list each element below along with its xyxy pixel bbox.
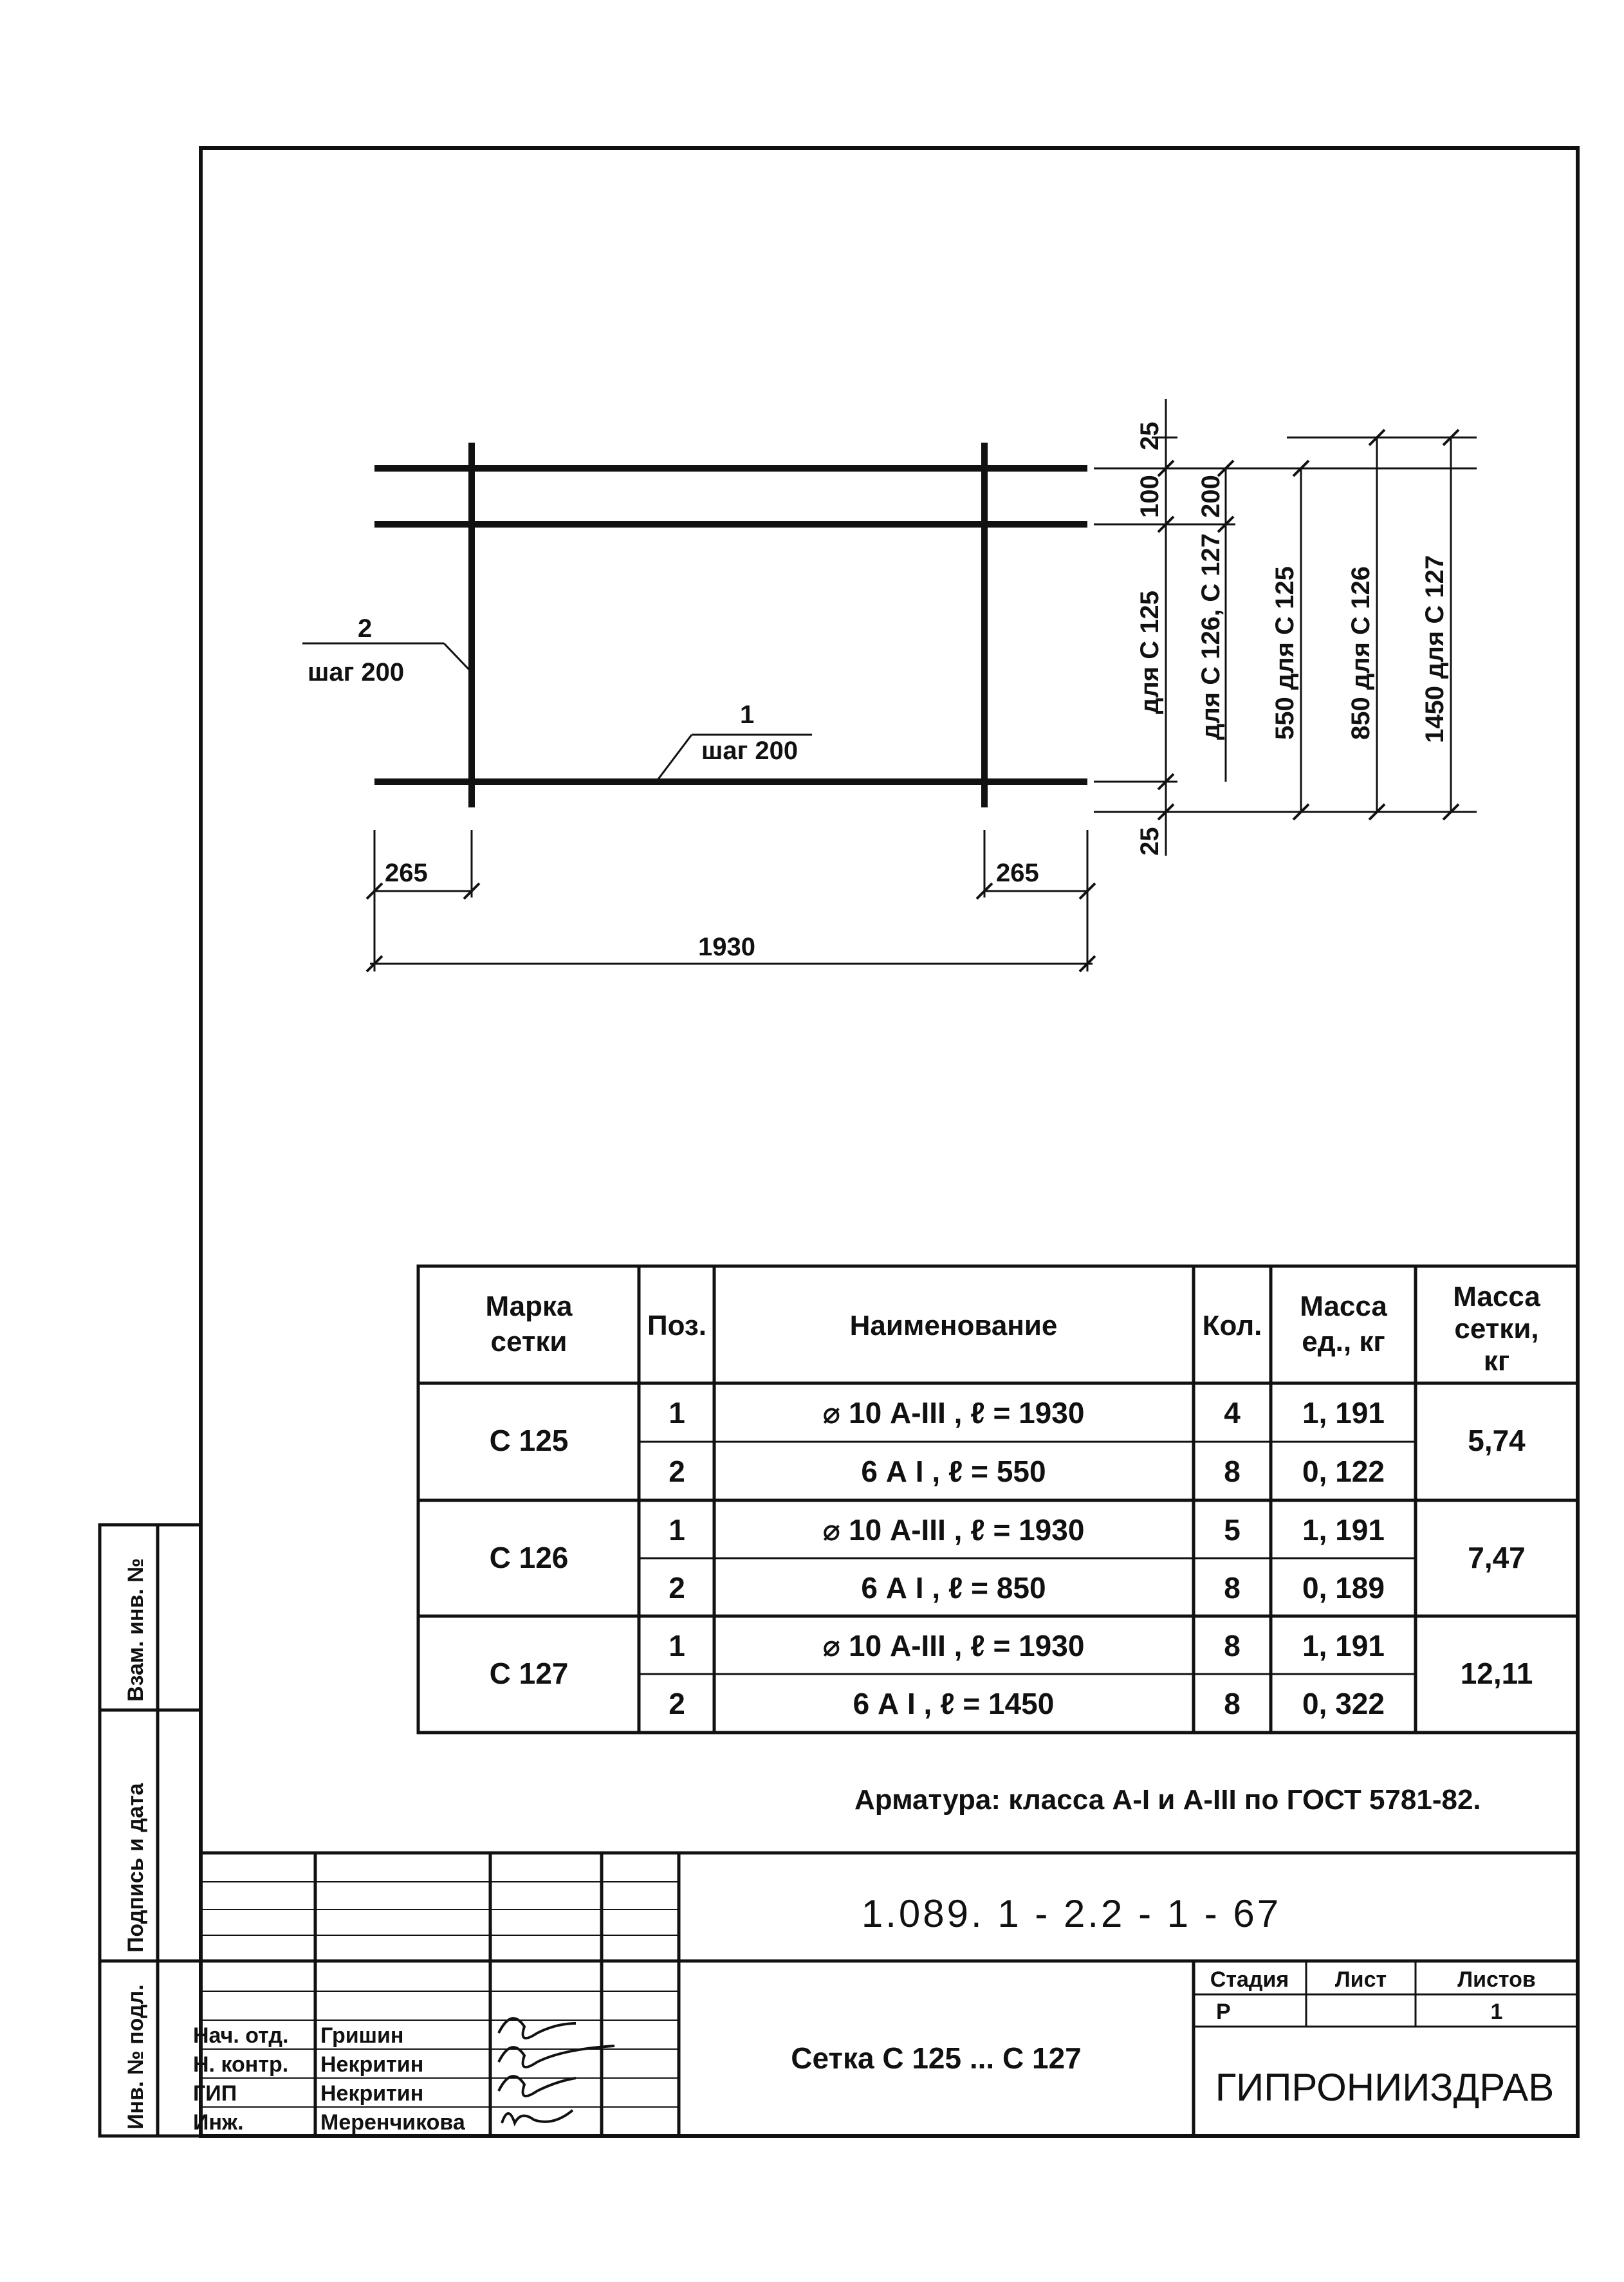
th-unit-mass-line2: ед., кг — [1302, 1326, 1385, 1357]
cell-pos: 2 — [669, 1571, 685, 1605]
leader-pos-1 — [656, 735, 692, 782]
dim-text-note-c126-c127: для С 126, С 127 — [1197, 533, 1225, 740]
cell-unit-mass: 1, 191 — [1302, 1513, 1385, 1547]
stage-value: Р — [1216, 2000, 1231, 2024]
cell-name: 6 А I , ℓ = 850 — [861, 1571, 1046, 1605]
stage-label: Стадия — [1210, 1967, 1289, 1992]
sheets-value: 1 — [1490, 2000, 1503, 2024]
person-name: Некритин — [320, 2052, 424, 2077]
role: Н. контр. — [193, 2052, 289, 2077]
th-pos: Поз. — [647, 1310, 707, 1341]
cell-mark-c127: С 127 — [489, 1657, 569, 1690]
cell-name: ⌀ 10 А-III , ℓ = 1930 — [822, 1629, 1085, 1662]
dim-text-200: 200 — [1197, 475, 1225, 518]
mesh-drawing — [302, 399, 1477, 971]
person-name: Некритин — [320, 2081, 424, 2106]
th-mark-line2: сетки — [490, 1326, 567, 1357]
sheet-frame — [201, 148, 1578, 2136]
th-mesh-mass-line1: Масса — [1453, 1281, 1540, 1312]
th-mesh-mass-line2: сетки, — [1454, 1313, 1539, 1345]
cell-name: ⌀ 10 А-III , ℓ = 1930 — [822, 1513, 1085, 1547]
dim-text-265-right: 265 — [996, 859, 1039, 887]
dim-text-height-c126: 850 для С 126 — [1347, 566, 1375, 740]
dim-text-265-left: 265 — [385, 859, 428, 887]
person-name: Гришин — [320, 2023, 404, 2048]
role: Нач. отд. — [193, 2023, 289, 2048]
cell-mesh-mass-c126: 7,47 — [1468, 1541, 1526, 1574]
doc-code: 1.089. 1 - 2.2 - 1 - 67 — [861, 1892, 1282, 1935]
cell-unit-mass: 0, 189 — [1302, 1571, 1385, 1605]
cell-unit-mass: 0, 322 — [1302, 1687, 1385, 1720]
cell-pos: 1 — [669, 1513, 685, 1547]
cell-name: ⌀ 10 А-III , ℓ = 1930 — [822, 1396, 1085, 1430]
side-podpis-data: Подпись и дата — [124, 1783, 148, 1953]
cell-qty: 5 — [1224, 1513, 1241, 1547]
signature-4 — [502, 2110, 573, 2123]
cell-unit-mass: 1, 191 — [1302, 1629, 1385, 1662]
cell-mesh-mass-c125: 5,74 — [1468, 1424, 1526, 1457]
th-mesh-mass-line3: кг — [1483, 1345, 1510, 1377]
sheets-label: Листов — [1457, 1967, 1536, 1992]
cell-pos: 1 — [669, 1629, 685, 1662]
signature-3 — [499, 2076, 576, 2096]
cell-qty: 4 — [1224, 1396, 1241, 1430]
sheet-label: Лист — [1334, 1967, 1387, 1992]
th-name: Наименование — [849, 1310, 1058, 1341]
label-step-pos-2: шаг 200 — [308, 658, 405, 686]
leader-pos-2 — [444, 643, 472, 672]
reinforcement-note: Арматура: класса А-I и А-III по ГОСТ 5781-82. — [854, 1784, 1481, 1816]
person-name: Меренчикова — [320, 2110, 465, 2135]
label-pos-2: 2 — [358, 614, 373, 643]
dim-text-1930: 1930 — [698, 933, 755, 961]
th-mark-line1: Марка — [485, 1291, 573, 1322]
cell-pos: 1 — [669, 1396, 685, 1430]
th-qty: Кол. — [1202, 1310, 1262, 1341]
organization: ГИПРОНИИЗДРАВ — [1215, 2066, 1555, 2109]
cell-mark-c125: С 125 — [489, 1424, 569, 1457]
label-step-pos-1: шаг 200 — [701, 737, 798, 765]
side-inv-podl: Инв. № подл. — [124, 1984, 148, 2130]
dim-text-25-top: 25 — [1136, 421, 1164, 450]
dim-text-height-c125: 550 для С 125 — [1271, 566, 1299, 740]
dim-text-100: 100 — [1136, 475, 1164, 518]
label-pos-1: 1 — [740, 701, 755, 729]
cell-qty: 8 — [1224, 1455, 1241, 1488]
cell-unit-mass: 0, 122 — [1302, 1455, 1385, 1488]
cell-mesh-mass-c127: 12,11 — [1460, 1657, 1533, 1690]
signature-1 — [499, 2018, 576, 2038]
cell-qty: 8 — [1224, 1629, 1241, 1662]
dim-text-height-c127: 1450 для С 127 — [1421, 555, 1449, 743]
cell-name: 6 А I , ℓ = 1450 — [853, 1687, 1055, 1720]
cell-pos: 2 — [669, 1455, 685, 1488]
cell-mark-c126: С 126 — [489, 1541, 569, 1574]
drawing-title: Сетка С 125 ... С 127 — [791, 2041, 1082, 2075]
side-vzam-inv: Взам. инв. № — [124, 1558, 148, 1702]
dim-text-note-c125: для С 125 — [1136, 591, 1164, 714]
side-stamp — [100, 1525, 201, 2136]
cell-qty: 8 — [1224, 1571, 1241, 1605]
cell-pos: 2 — [669, 1687, 685, 1720]
cell-qty: 8 — [1224, 1687, 1241, 1720]
role: Инж. — [193, 2110, 244, 2135]
th-unit-mass-line1: Масса — [1300, 1291, 1387, 1322]
role: ГИП — [193, 2081, 237, 2106]
dim-text-25-bottom: 25 — [1136, 827, 1164, 856]
cell-name: 6 А I , ℓ = 550 — [861, 1455, 1046, 1488]
cell-unit-mass: 1, 191 — [1302, 1396, 1385, 1430]
